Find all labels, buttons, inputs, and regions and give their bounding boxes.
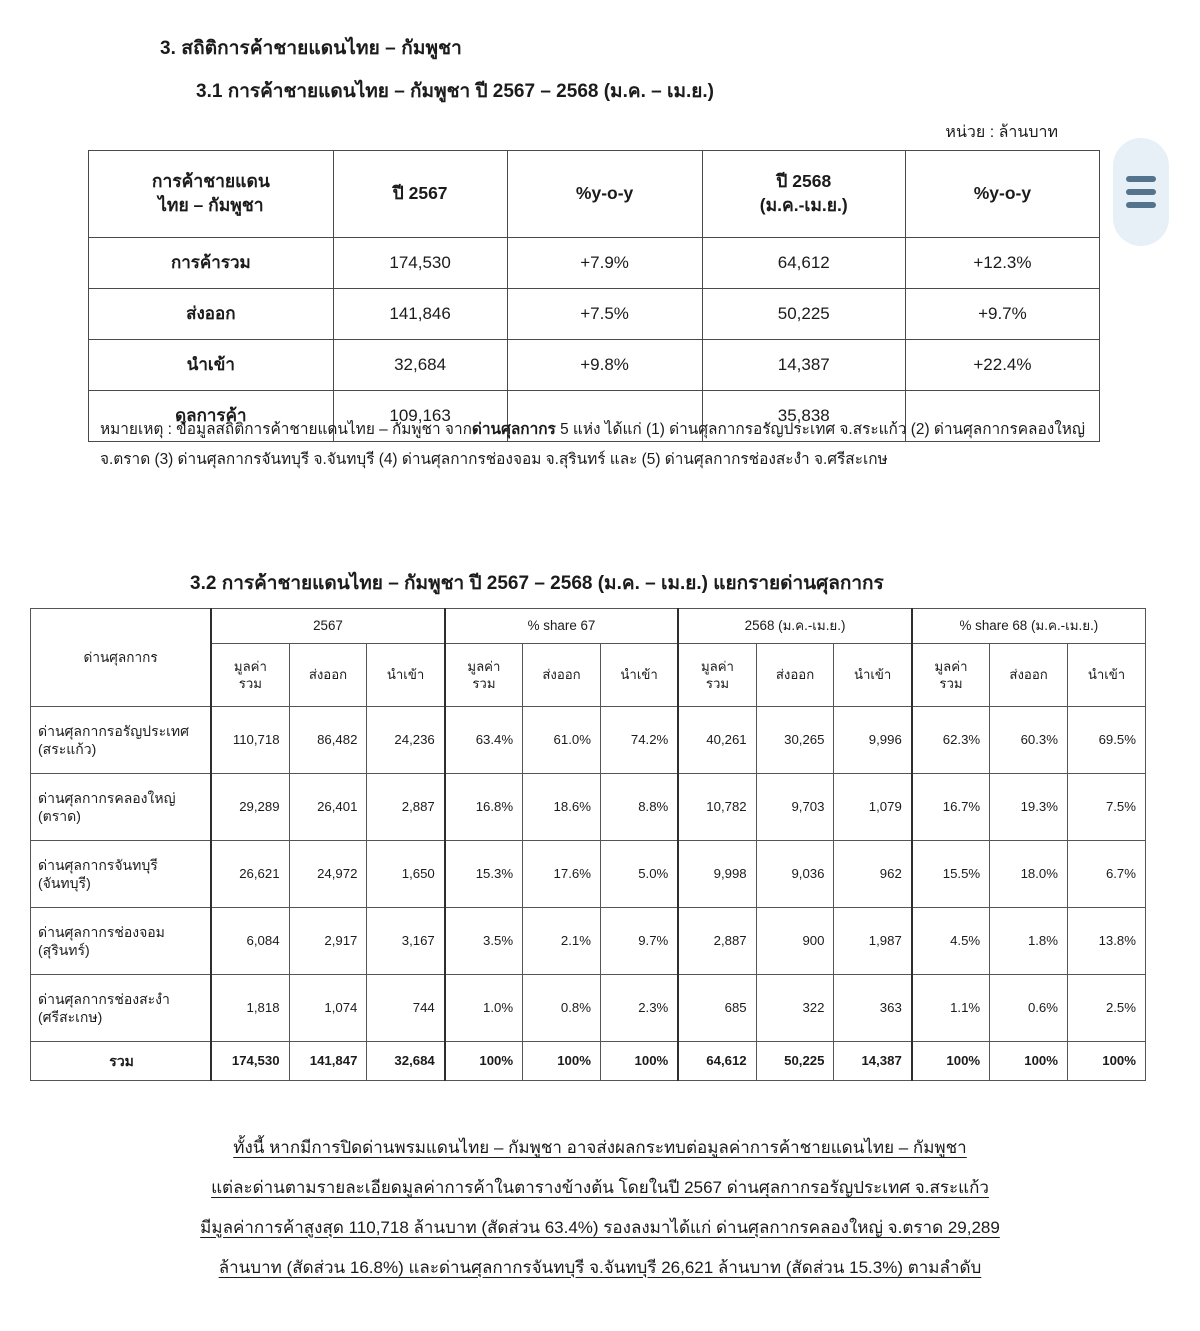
cell: 30,265 — [756, 707, 834, 774]
summary-table-container — [88, 150, 1100, 442]
cell: 18.6% — [523, 774, 601, 841]
cell: 9,703 — [756, 774, 834, 841]
cell-import-yoy67: +9.8% — [507, 340, 702, 391]
row-label-chanthaburi — [31, 841, 212, 908]
row-label-line1: ด่านศุลกากรคลองใหญ่ — [38, 789, 176, 806]
row-label-khlong-yai — [31, 774, 212, 841]
table-row — [31, 841, 1146, 908]
cell: 15.5% — [912, 841, 990, 908]
subheader-share67-total — [445, 644, 523, 707]
row-label-export: ส่งออก — [89, 289, 334, 340]
table-row — [31, 774, 1146, 841]
section-heading-3: 3. สถิติการค้าชายแดนไทย – กัมพูชา — [160, 38, 462, 59]
unit-label: หน่วย : ล้านบาท — [945, 124, 1058, 141]
table-row — [89, 238, 1100, 289]
row-label-line1: ด่านศุลกากรช่องสะงำ — [38, 990, 170, 1007]
cell: 0.8% — [523, 975, 601, 1042]
row-label-line2: (สุรินทร์) — [38, 942, 90, 958]
cell-import-yoy68: +22.4% — [905, 340, 1099, 391]
cell: 26,621 — [211, 841, 289, 908]
cell: 141,847 — [289, 1042, 367, 1081]
cell: 100% — [912, 1042, 990, 1081]
cell: 0.6% — [990, 975, 1068, 1042]
cell-export-yoy67: +7.5% — [507, 289, 702, 340]
cell: 2,917 — [289, 908, 367, 975]
footnote — [100, 415, 1100, 475]
cell: 174,530 — [211, 1042, 289, 1081]
header-yoy-68: %y-o-y — [905, 151, 1099, 238]
hamburger-bar-1 — [1126, 176, 1156, 182]
cell: 19.3% — [990, 774, 1068, 841]
cell: 363 — [834, 975, 912, 1042]
row-label-chong-sa-ngam — [31, 975, 212, 1042]
cell: 685 — [678, 975, 756, 1042]
hamburger-menu-icon[interactable] — [1113, 138, 1169, 246]
cell: 86,482 — [289, 707, 367, 774]
cell: 24,236 — [367, 707, 445, 774]
subheader-share68-export: ส่งออก — [990, 644, 1068, 707]
cell: 32,684 — [367, 1042, 445, 1081]
cell: 2,887 — [678, 908, 756, 975]
cell: 1.8% — [990, 908, 1068, 975]
subheader-67-total — [211, 644, 289, 707]
cell: 9,998 — [678, 841, 756, 908]
cell: 100% — [600, 1042, 678, 1081]
cell: 1.0% — [445, 975, 523, 1042]
cell: 100% — [990, 1042, 1068, 1081]
cell: 3.5% — [445, 908, 523, 975]
row-label-line1: ด่านศุลกากรช่องจอม — [38, 923, 165, 940]
cell: 16.7% — [912, 774, 990, 841]
cell: 63.4% — [445, 707, 523, 774]
closing-line-3: มีมูลค่าการค้าสูงสุด 110,718 ล้านบาท (สัดส่วน 63.4%) รองลงมาได้แก่ ด่านศุลกากรคลองใหญ่ จ.ตราด 29,289 — [200, 1217, 1000, 1237]
cell: 1,074 — [289, 975, 367, 1042]
cell: 29,289 — [211, 774, 289, 841]
group-header-2567: 2567 — [211, 609, 445, 644]
cell: 1.1% — [912, 975, 990, 1042]
cell: 64,612 — [678, 1042, 756, 1081]
header-trade-category-line1: การค้าชายแดน — [151, 171, 270, 192]
cell: 6,084 — [211, 908, 289, 975]
hamburger-bar-3 — [1126, 202, 1156, 208]
table-row — [89, 340, 1100, 391]
cell-total-trade-yoy68: +12.3% — [905, 238, 1099, 289]
subheader-total-line2: รวม — [472, 676, 496, 691]
header-year-2567: ปี 2567 — [333, 151, 507, 238]
cell: 26,401 — [289, 774, 367, 841]
cell: 9,996 — [834, 707, 912, 774]
customs-table-group-header-row — [31, 609, 1146, 644]
cell: 2.5% — [1068, 975, 1146, 1042]
subheader-total-line2: รวม — [705, 676, 730, 691]
cell: 40,261 — [678, 707, 756, 774]
cell: 50,225 — [756, 1042, 834, 1081]
subheader-share67-export: ส่งออก — [523, 644, 601, 707]
cell: 322 — [756, 975, 834, 1042]
subheader-67-export: ส่งออก — [289, 644, 367, 707]
cell: 17.6% — [523, 841, 601, 908]
subheader-total-line2: รวม — [238, 676, 262, 691]
summary-table — [88, 150, 1100, 442]
section-heading-3-2: 3.2 การค้าชายแดนไทย – กัมพูชา ปี 2567 – 2568 (ม.ค. – เม.ย.) แยกรายด่านศุลกากร — [190, 573, 884, 594]
row-label-line2: (จันทบุรี) — [38, 875, 91, 891]
cell-import-2567: 32,684 — [333, 340, 507, 391]
header-customs-checkpoint: ด่านศุลกากร — [31, 609, 212, 707]
cell: 900 — [756, 908, 834, 975]
cell-export-2567: 141,846 — [333, 289, 507, 340]
row-label-line2: (ศรีสะเกษ) — [38, 1009, 103, 1025]
closing-line-1: ทั้งนี้ หากมีการปิดด่านพรมแดนไทย – กัมพูชา อาจส่งผลกระทบต่อมูลค่าการค้าชายแดนไทย – กัมพูชา — [233, 1138, 967, 1157]
customs-table-body — [31, 707, 1146, 1081]
cell: 69.5% — [1068, 707, 1146, 774]
cell: 61.0% — [523, 707, 601, 774]
cell-total-trade-yoy67: +7.9% — [507, 238, 702, 289]
cell: 1,650 — [367, 841, 445, 908]
cell-trade-balance-2567: 109,163 — [333, 391, 507, 442]
subheader-68-total — [678, 644, 756, 707]
cell-trade-balance-2568: 35,838 — [702, 391, 905, 442]
cell-export-yoy68: +9.7% — [905, 289, 1099, 340]
table-row — [31, 707, 1146, 774]
cell: 15.3% — [445, 841, 523, 908]
closing-line-2: แต่ละด่านตามรายละเอียดมูลค่าการค้าในตารางข้างต้น โดยในปี 2567 ด่านศุลกากรอรัญประเทศ จ.สระแก้ว — [211, 1177, 989, 1197]
cell: 9.7% — [600, 908, 678, 975]
cell: 744 — [367, 975, 445, 1042]
cell: 60.3% — [990, 707, 1068, 774]
subheader-total-line1: มูลค่า — [700, 658, 734, 674]
cell: 14,387 — [834, 1042, 912, 1081]
subheader-total-line1: มูลค่า — [233, 658, 267, 674]
group-header-share-68: % share 68 (ม.ค.-เม.ย.) — [912, 609, 1146, 644]
row-label-import: นำเข้า — [89, 340, 334, 391]
cell: 2.1% — [523, 908, 601, 975]
subheader-68-export: ส่งออก — [756, 644, 834, 707]
cell: 4.5% — [912, 908, 990, 975]
cell-total-trade-2568: 64,612 — [702, 238, 905, 289]
row-label-aranyaprathet — [31, 707, 212, 774]
header-year-2568 — [702, 151, 905, 238]
cell: 1,818 — [211, 975, 289, 1042]
row-label-total-trade: การค้ารวม — [89, 238, 334, 289]
customs-table — [30, 608, 1146, 1081]
cell: 100% — [1068, 1042, 1146, 1081]
cell: 8.8% — [600, 774, 678, 841]
row-label-line1: ด่านศุลกากรจันทบุรี — [38, 856, 158, 873]
closing-paragraph — [100, 1128, 1100, 1288]
footnote-prefix: หมายเหตุ : ข้อมูลสถิติการค้าชายแดนไทย – กัมพูชา จาก — [100, 421, 472, 438]
row-label-trade-balance: ดุลการค้า — [89, 391, 334, 442]
cell: 18.0% — [990, 841, 1068, 908]
row-label-chong-chom — [31, 908, 212, 975]
hamburger-bar-2 — [1126, 189, 1156, 195]
subheader-share68-import: นำเข้า — [1068, 644, 1146, 707]
cell-export-2568: 50,225 — [702, 289, 905, 340]
cell-import-2568: 14,387 — [702, 340, 905, 391]
subheader-share68-total — [912, 644, 990, 707]
cell: 5.0% — [600, 841, 678, 908]
cell: 62.3% — [912, 707, 990, 774]
subheader-share67-import: นำเข้า — [600, 644, 678, 707]
closing-line-4: ล้านบาท (สัดส่วน 16.8%) และด่านศุลกากรจันทบุรี จ.จันทบุรี 26,621 ล้านบาท (สัดส่วน 15.3%) ตามลำดับ — [218, 1257, 982, 1277]
cell: 74.2% — [600, 707, 678, 774]
header-year-2568-line2: (ม.ค.-เม.ย.) — [759, 195, 848, 215]
cell: 100% — [445, 1042, 523, 1081]
cell: 13.8% — [1068, 908, 1146, 975]
cell: 3,167 — [367, 908, 445, 975]
group-header-2568: 2568 (ม.ค.-เม.ย.) — [678, 609, 912, 644]
row-label-line1: ด่านศุลกากรอรัญประเทศ — [38, 722, 190, 739]
cell: 10,782 — [678, 774, 756, 841]
cell: 2.3% — [600, 975, 678, 1042]
cell: 2,887 — [367, 774, 445, 841]
header-trade-category-line2: ไทย – กัมพูชา — [158, 195, 264, 215]
subheader-67-import: นำเข้า — [367, 644, 445, 707]
row-label-line2: (ตราด) — [38, 808, 81, 824]
cell: 962 — [834, 841, 912, 908]
cell: 110,718 — [211, 707, 289, 774]
summary-table-header-row — [89, 151, 1100, 238]
cell-total-trade-2567: 174,530 — [333, 238, 507, 289]
footnote-bold-term: ด่านศุลกากร — [471, 421, 556, 438]
subheader-total-line1: มูลค่า — [934, 658, 968, 674]
row-label-line2: (สระแก้ว) — [38, 741, 97, 757]
cell: 7.5% — [1068, 774, 1146, 841]
cell: 1,079 — [834, 774, 912, 841]
table-row-total — [31, 1042, 1146, 1081]
row-label-grand-total: รวม — [31, 1042, 212, 1081]
table-row — [89, 289, 1100, 340]
group-header-share-67: % share 67 — [445, 609, 679, 644]
header-trade-category — [89, 151, 334, 238]
cell: 6.7% — [1068, 841, 1146, 908]
section-heading-3-1: 3.1 การค้าชายแดนไทย – กัมพูชา ปี 2567 – 2568 (ม.ค. – เม.ย.) — [196, 81, 715, 102]
footnote-rest: 5 แห่ง ได้แก่ (1) ด่านศุลกากรอรัญประเทศ จ.สระแก้ว (2) ด่านศุลกากรคลองใหญ่ จ.ตราด (3) ด่านศุลกากรจันทบุรี จ.จันทบุรี (4) ด่านศุลกากรช่องจอม จ.สุรินทร์ และ (5) ด่านศุลกากรช่องสะงำ จ.ศรีสะเกษ — [100, 421, 1086, 469]
header-year-2568-line1: ปี 2568 — [776, 171, 832, 192]
subheader-total-line1: มูลค่า — [467, 658, 501, 674]
customs-table-container — [30, 608, 1146, 1081]
header-yoy-67: %y-o-y — [507, 151, 702, 238]
cell: 1,987 — [834, 908, 912, 975]
cell: 100% — [523, 1042, 601, 1081]
cell: 9,036 — [756, 841, 834, 908]
cell: 24,972 — [289, 841, 367, 908]
subheader-68-import: นำเข้า — [834, 644, 912, 707]
cell: 16.8% — [445, 774, 523, 841]
table-row — [31, 908, 1146, 975]
table-row — [31, 975, 1146, 1042]
subheader-total-line2: รวม — [939, 676, 963, 691]
